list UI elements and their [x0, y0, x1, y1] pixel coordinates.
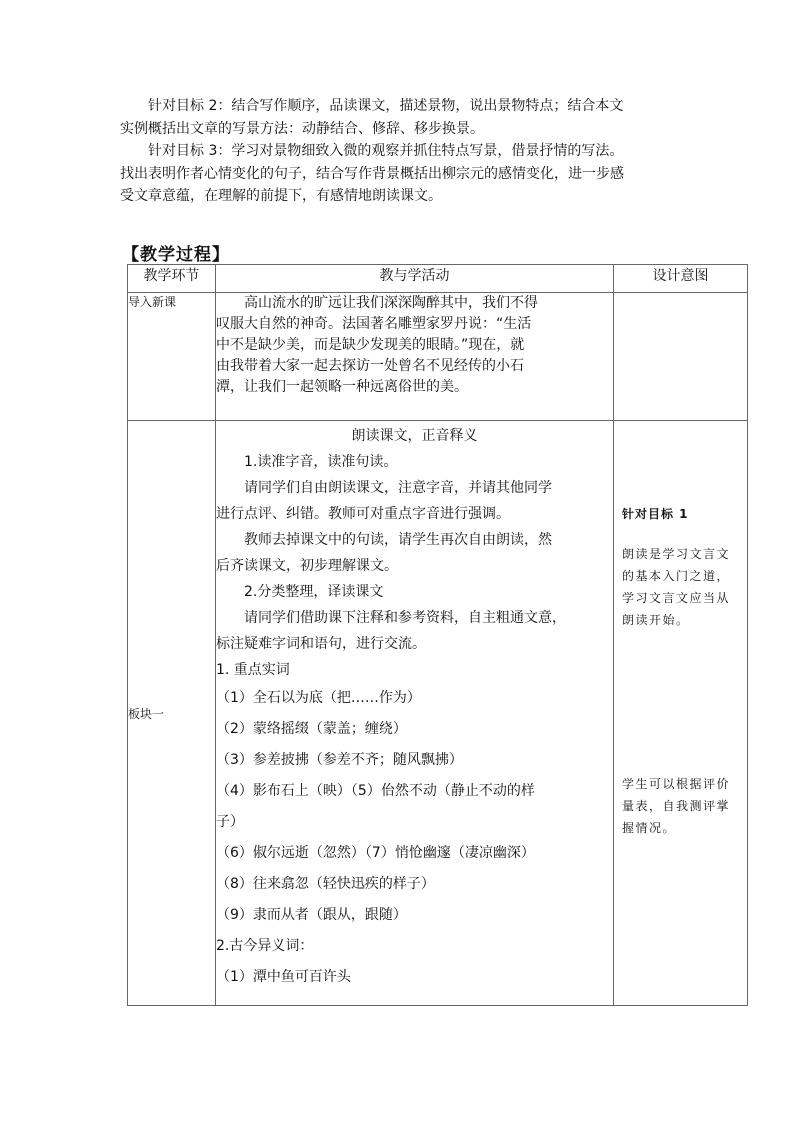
- objectives-text: [120, 95, 710, 208]
- list-item: （3）参差披拂（参差不齐；随风飘拂）: [216, 752, 463, 768]
- purpose-cell: [614, 293, 748, 421]
- step-1: 1.读准字音，读准句读。: [244, 454, 398, 470]
- activity-line: 请同学们自由朗读课文，注意字音，并请其他同学: [244, 480, 552, 496]
- objective-2-cont: 实例概括出文章的写景方法：动静结合、修辞、移步换景。: [120, 120, 484, 137]
- activity-line: 后齐读课文，初步理解课文。: [216, 558, 398, 574]
- objective-2: 针对目标 2：结合写作顺序，品读课文，描述景物，说出景物特点；结合本文: [148, 98, 624, 114]
- activity-line: 潭，让我们一起领略一种远离俗世的美。: [216, 379, 468, 395]
- list-item: （2）蒙络摇缀（蒙盖；缠绕）: [216, 721, 407, 737]
- list-item: （4）影布石上（映）（5）佁然不动（静止不动的样: [216, 783, 535, 799]
- list-item: 子）: [216, 814, 244, 830]
- stage-cell: 板块一: [128, 421, 216, 1006]
- list-item: （8）往来翕忽（轻快迅疾的样子）: [216, 876, 435, 892]
- activity-line: 标注疑难字词和语句，进行交流。: [216, 636, 426, 652]
- activity-cell: [216, 293, 614, 421]
- activity-line: 由我带着大家一起去探访一处曾名不见经传的小石: [216, 358, 524, 374]
- step-2: 2.分类整理，译读课文: [244, 584, 384, 600]
- purpose-note: 学生可以根据评价量表，自我测评掌握情况。: [622, 777, 731, 835]
- table-row: [128, 421, 748, 1006]
- activity-line: 中不是缺少美，而是缺少发现美的眼睛。”现在，就: [216, 337, 525, 353]
- header-stage: 教学环节: [128, 265, 216, 293]
- activity-line: 教师去掉课文中的句读，请学生再次自由朗读，然: [244, 532, 552, 548]
- purpose-note: 朗读是学习文言文的基本入门之道，学习文言文应当从朗读开始。: [622, 547, 731, 627]
- objective-3-cont1: 找出表明作者心情变化的句子，结合写作背景概括出柳宗元的感情变化，进一步感: [120, 165, 624, 182]
- subheading-key-words: 1. 重点实词: [216, 662, 290, 678]
- table-row: [128, 293, 748, 421]
- objective-3: 针对目标 3：学习对景物细致入微的观察并抓住特点写景，借景抒情的写法。: [148, 143, 624, 159]
- list-item: （9）隶而从者（跟从，跟随）: [216, 907, 407, 923]
- purpose-cell: [614, 421, 748, 1006]
- activity-line: 请同学们借助课下注释和参考资料，自主粗通文意，: [244, 610, 566, 626]
- purpose-target: 针对目标 1: [622, 507, 689, 521]
- header-activity: 教与学活动: [216, 265, 614, 293]
- list-item: （1）全石以为底（把……作为）: [216, 690, 421, 706]
- section-title: 【教学过程】: [122, 245, 230, 265]
- subheading-ancient-modern: 2.古今异义词：: [216, 938, 314, 954]
- list-item: （1）潭中鱼可百许头: [216, 969, 351, 985]
- objective-3-cont2: 受文章意蕴，在理解的前提下，有感情地朗读课文。: [120, 188, 442, 204]
- header-purpose: 设计意图: [614, 265, 748, 293]
- activity-cell: [216, 421, 614, 1006]
- activity-line: 高山流水的旷远让我们深深陶醉其中，我们不得: [244, 295, 538, 311]
- table-header-row: [128, 265, 748, 293]
- activity-line: 叹服大自然的神奇。法国著名雕塑家罗丹说：“生活: [216, 316, 532, 332]
- activity-line: 进行点评、纠错。教师可对重点字音进行强调。: [216, 506, 510, 522]
- block-title: 朗读课文，正音释义: [351, 428, 478, 444]
- stage-cell: 导入新课: [128, 293, 216, 421]
- list-item: （6）俶尔远逝（忽然）（7）悄怆幽邃（凄凉幽深）: [216, 845, 535, 861]
- teaching-process-table: [127, 264, 748, 1006]
